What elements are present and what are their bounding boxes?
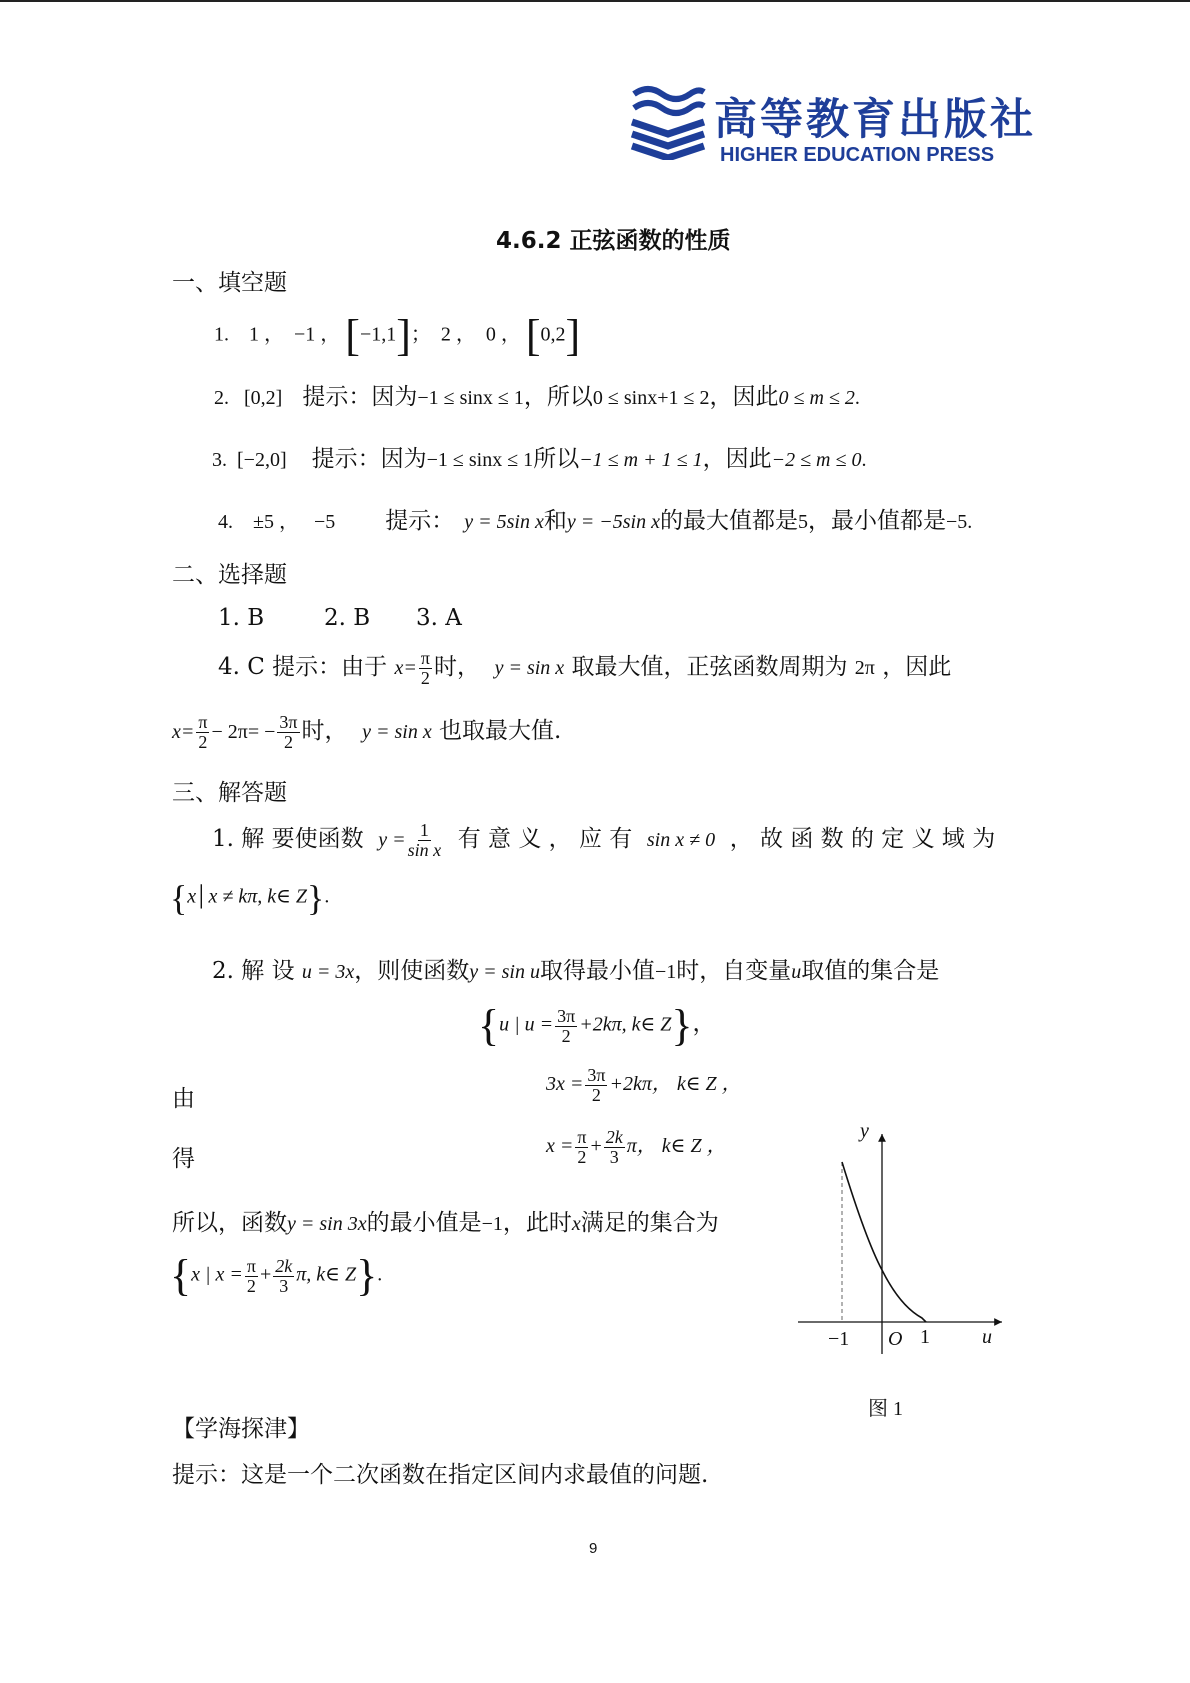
- top-rule: [0, 0, 1190, 2]
- tick-label-pos1: 1: [920, 1326, 930, 1348]
- answer-q2-eq1: 3x = $\frac{3\pi}{2}$ +2kπ， k∈ Z ，: [546, 1065, 742, 1105]
- answer-q2-set2: {x | x = $\frac{\pi}{2}$ + $\frac{2k}{3}$ π, k∈ Z}.: [170, 1251, 383, 1300]
- choice-q1: 1. B: [218, 605, 265, 631]
- origin-label: O: [888, 1328, 903, 1350]
- figure-caption: 图 1: [868, 1398, 903, 1420]
- publisher-logo: [628, 80, 1058, 170]
- xuehai-hint: 提示：这是一个二次函数在指定区间内求最值的问题.: [172, 1462, 709, 1488]
- answer-q2-eq2: x = $\frac{\pi}{2}$ + $\frac{2k}{3}$ π， k∈ Z ，: [546, 1127, 727, 1167]
- answer-q1-domain-set: {x│x ≠ kπ, k∈ Z}.: [170, 878, 330, 918]
- section-heading-fill: 一、填空题: [172, 270, 287, 296]
- y-axis-label: y: [860, 1120, 869, 1142]
- publisher-emblem-icon: [628, 80, 708, 160]
- choice-q2: 2. B: [324, 605, 371, 631]
- section-heading-choice: 二、选择题: [172, 562, 287, 588]
- xuehai-heading: 【学海探津】: [172, 1416, 310, 1442]
- figure-1-graph: [796, 1120, 1016, 1360]
- fill-q3: 3. [−2,0] 提示：因为−1 ≤ sinx ≤ 1所以−1 ≤ m + 1 ≤ 1，因此−2 ≤ m ≤ 0.: [212, 446, 867, 471]
- page-title: 4.6.2 正弦函数的性质: [496, 228, 731, 254]
- logo-english-name: HIGHER EDUCATION PRESS: [720, 144, 995, 166]
- fill-q2: 2. [0,2] 提示：因为−1 ≤ sinx ≤ 1，所以0 ≤ sinx+1 ≤ 2，因此0 ≤ m ≤ 2.: [214, 384, 860, 409]
- answer-q1-line1: 1. 解 要使函数 y = $\frac{1}{\text{sin x}}$ 有 意 义 ， 应 有 sin x ≠ 0 ， 故 函 数 的 定 义 域 为: [212, 819, 996, 860]
- choice-q3: 3. A: [416, 605, 462, 631]
- answer-q2-de: 得: [172, 1146, 195, 1172]
- section-heading-answer: 三、解答题: [172, 780, 287, 806]
- curve: [842, 1162, 926, 1322]
- fill-q4: 4. ±5 ， −5 提示： y = 5sin x和y = −5sin x的最大值都是5，最小值都是−5.: [218, 508, 973, 533]
- choice-q4-line1: 4. C 提示：由于 x= $\frac{\pi}{2}$ 时， y = sin x 取最大值，正弦函数周期为 2π ，因此: [218, 647, 952, 688]
- answer-q2-set1: {u | u = $\frac{3\pi}{2}$ +2kπ, k∈ Z}，: [478, 1001, 716, 1050]
- tick-label-neg1: −1: [828, 1328, 850, 1350]
- answer-q2-line1: 2. 解 设 u = 3x，则使函数y = sin u取得最小值−1时，自变量u取值的集合是: [212, 958, 940, 984]
- page-number: 9: [589, 1540, 598, 1557]
- u-axis-label: u: [982, 1326, 992, 1348]
- logo-chinese-name: 高等教育出版社: [714, 95, 1036, 145]
- answer-q2-conclusion: 所以，函数y = sin 3x的最小值是−1，此时x满足的集合为: [172, 1210, 719, 1236]
- figure-1: [796, 1120, 1016, 1360]
- choice-q4-line2: x= $\frac{\pi}{2}$ − 2π= − $\frac{3\pi}{2}$ 时， y = sin x 也取最大值.: [172, 711, 562, 752]
- q-number: 1.: [214, 323, 229, 346]
- fill-q1: 1. 1 ， −1 ， [−1,1]； 2 ， 0 ， [0,2]: [214, 311, 581, 360]
- answer-q2-you: 由: [172, 1086, 195, 1112]
